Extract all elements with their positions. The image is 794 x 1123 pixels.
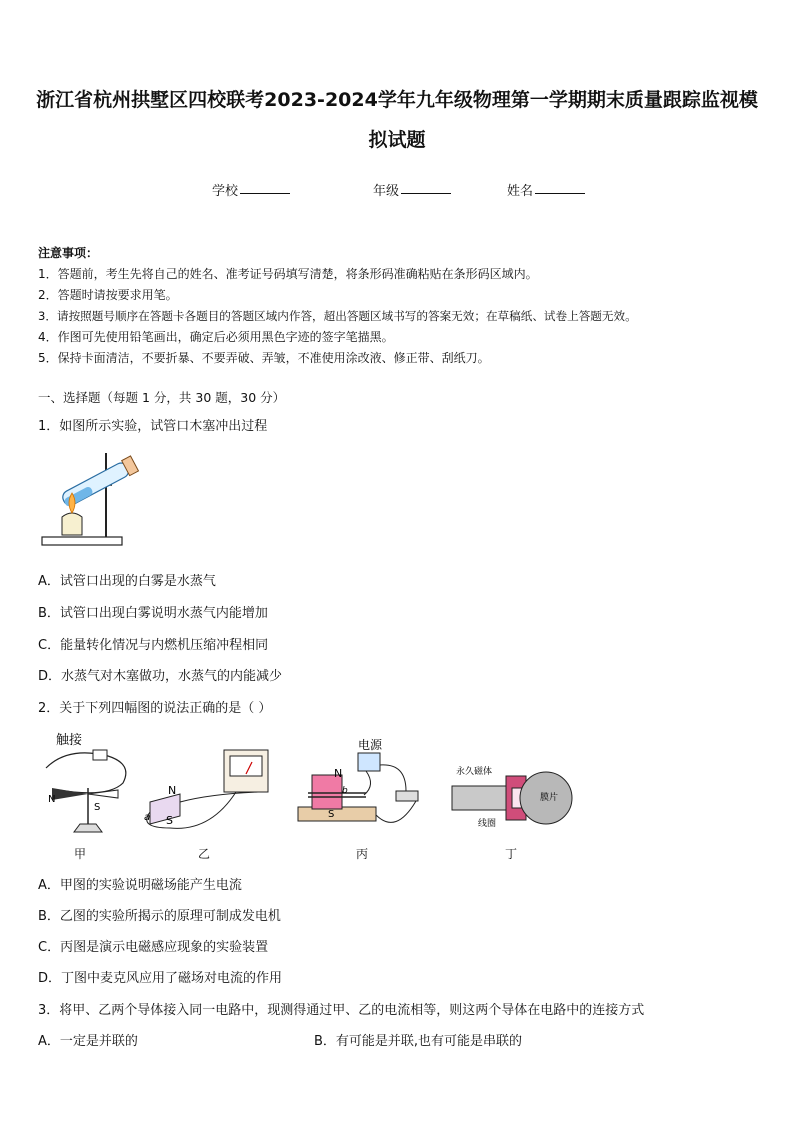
note-item: 1．答题前，考生先将自己的姓名、准考证号码填写清楚，将条形码准确粘贴在条形码区域内。 — [38, 267, 538, 281]
school-field[interactable] — [212, 180, 238, 199]
q2-option-c[interactable]: C．丙图是演示电磁感应现象的实验装置 — [38, 940, 269, 955]
jia-n-label: N — [48, 794, 56, 805]
magnet-label: 永久磁体 — [456, 767, 493, 777]
question-2-stem: 2．关于下列四幅图的说法正确的是（ ） — [38, 701, 272, 716]
caption-ding: 丁 — [505, 847, 518, 861]
touch-label: 触接 — [56, 733, 83, 748]
note-item: 5．保持卡面清洁，不要折暴、不要弄破、弄皱，不准使用涂改液、修正带、刮纸刀。 — [38, 351, 490, 365]
note-item: 3．请按照题号顺序在答题卡各题目的答题区域内作答，超出答题区域书写的答案无效；在草稿纸、试卷上答题无效。 — [38, 309, 637, 323]
section-heading: 一、选择题（每题 1 分，共 30 题，30 分） — [38, 390, 286, 405]
q2-option-b[interactable]: B．乙图的实验所揭示的原理可制成发电机 — [38, 909, 281, 924]
bing-s-label: S — [328, 809, 335, 820]
note-item: 4．作图可先使用铅笔画出，确定后必须用黑色字迹的签字笔描黑。 — [38, 330, 394, 344]
figure-ding-microphone — [448, 760, 578, 840]
q1-option-d[interactable]: D．水蒸气对木塞做功，水蒸气的内能减少 — [38, 669, 283, 684]
name-field[interactable] — [507, 180, 533, 199]
name-label: 姓名 — [507, 184, 534, 199]
caption-bing: 丙 — [356, 847, 369, 861]
question-3-stem: 3．将甲、乙两个导体接入同一电路中，现测得通过甲、乙的电流相等，则这两个导体在电路中的连接方式 — [38, 1003, 645, 1018]
caption-yi: 乙 — [198, 847, 211, 861]
notes-heading: 注意事项： — [38, 246, 99, 260]
question-1-stem: 1．如图所示实验，试管口木塞冲出过程 — [38, 419, 268, 434]
membrane-label: 膜片 — [540, 793, 559, 803]
yi-a-label: a — [144, 812, 151, 823]
q3-option-a[interactable]: A．一定是并联的 — [38, 1034, 138, 1049]
exam-title-line1: 浙江省杭州拱墅区四校联考2023-2024学年九年级物理第一学期期末质量跟踪监视模 — [36, 89, 758, 111]
figure-jia-oersted — [38, 728, 138, 840]
exam-title-line2: 拟试题 — [368, 129, 426, 151]
yi-n-label: N — [168, 784, 177, 797]
jia-s-label: S — [94, 802, 101, 813]
q1-option-c[interactable]: C．能量转化情况与内燃机压缩冲程相同 — [38, 638, 269, 653]
q2-option-d[interactable]: D．丁图中麦克风应用了磁场对电流的作用 — [38, 971, 283, 986]
grade-field[interactable] — [373, 180, 399, 199]
test-tube-apparatus-figure — [40, 445, 150, 550]
q1-option-a[interactable]: A．试管口出现的白雾是水蒸气 — [38, 574, 216, 589]
figure-bing-motor — [296, 735, 436, 840]
caption-jia: 甲 — [74, 847, 87, 861]
bing-n-label: N — [334, 767, 343, 780]
q3-option-b[interactable]: B．有可能是并联,也有可能是串联的 — [314, 1034, 523, 1049]
note-item: 2．答题时请按要求用笔。 — [38, 288, 178, 302]
notes-block — [38, 243, 768, 369]
q2-option-a[interactable]: A．甲图的实验说明磁场能产生电流 — [38, 878, 242, 893]
yi-s-label: S — [166, 814, 173, 827]
q1-option-b[interactable]: B．试管口出现白雾说明水蒸气内能增加 — [38, 606, 268, 621]
bing-b-label: b — [342, 786, 348, 796]
school-label: 学校 — [212, 184, 239, 199]
figure-yi-induction — [140, 742, 280, 840]
grade-label: 年级 — [373, 184, 400, 199]
coil-label: 线圈 — [478, 819, 497, 829]
power-label: 电源 — [358, 738, 383, 752]
